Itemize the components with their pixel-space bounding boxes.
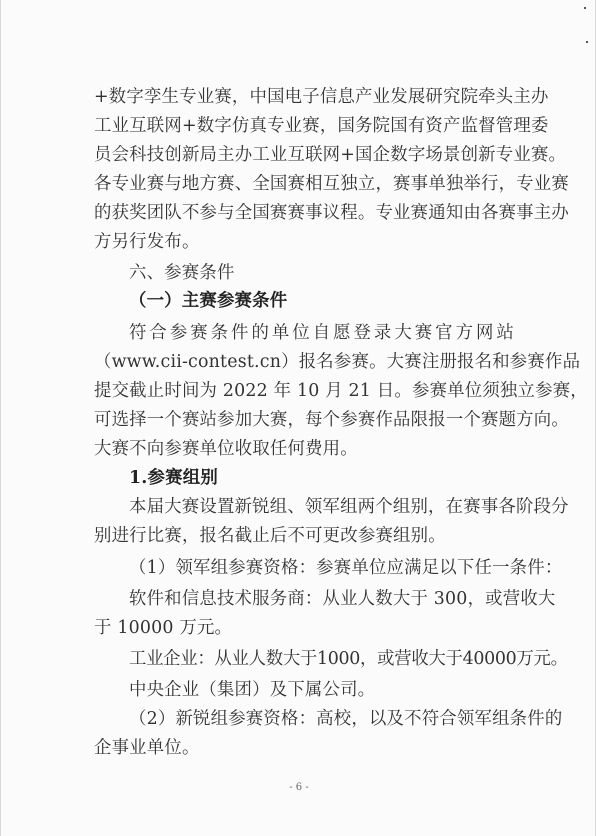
paragraph-line: （2）新锐组参赛资格：高校，以及不符合领军组条件的 (129, 709, 563, 729)
paragraph-line: 企事业单位。 (94, 738, 200, 758)
paragraph-line: 方另行发布。 (94, 232, 200, 252)
paragraph-line: 工业互联网+数字仿真专业赛，国务院国有资产监督管理委 (94, 116, 549, 136)
paragraph-line: 别进行比赛，报名截止后不可更改参赛组别。 (94, 526, 446, 546)
paragraph-line: 提交截止时间为 2022 年 10 月 21 日。参赛单位须独立参赛， (94, 381, 588, 401)
page-number: - 6 - (289, 782, 309, 793)
paragraph-line: 符合参赛条件的单位自愿登录大赛官方网站 (129, 323, 514, 343)
paragraph-line: +数字孪生专业赛，中国电子信息产业发展研究院牵头主办 (94, 87, 549, 107)
paragraph-line: 于 10000 万元。 (94, 618, 233, 638)
paragraph-line: 工业企业：从业人数大于1000，或营收大于40000万元。 (129, 649, 568, 669)
section-heading: 六、参赛条件 (129, 263, 235, 283)
subsection-heading: 1.参赛组别 (129, 468, 218, 488)
corner-mark (584, 7, 586, 9)
paragraph-line: 大赛不向参赛单位收取任何费用。 (94, 439, 358, 459)
paragraph-line: 员会科技创新局主办工业互联网+国企数字场景创新专业赛。 (94, 145, 567, 165)
paragraph-line: 本届大赛设置新锐组、领军组两个组别，在赛事各阶段分 (129, 497, 569, 517)
paragraph-line: 各专业赛与地方赛、全国赛相互独立，赛事单独举行，专业赛 (94, 174, 569, 194)
paragraph-line: 可选择一个赛站参加大赛，每个参赛作品限报一个赛题方向。 (94, 410, 569, 430)
paragraph-line: 的获奖团队不参与全国赛赛事议程。专业赛通知由各赛事主办 (94, 203, 569, 223)
paragraph-line: 软件和信息技术服务商：从业人数大于 300，或营收大 (129, 589, 556, 609)
subsection-heading: （一）主赛参赛条件 (129, 291, 288, 311)
paragraph-line: 中央企业（集团）及下属公司。 (129, 680, 376, 700)
paragraph-line: （1）领军组参赛资格：参赛单位应满足以下任一条件： (129, 558, 563, 578)
paragraph-line: （www.cii-contest.cn）报名参赛。大赛注册报名和参赛作品 (94, 352, 581, 372)
corner-mark (586, 41, 588, 43)
